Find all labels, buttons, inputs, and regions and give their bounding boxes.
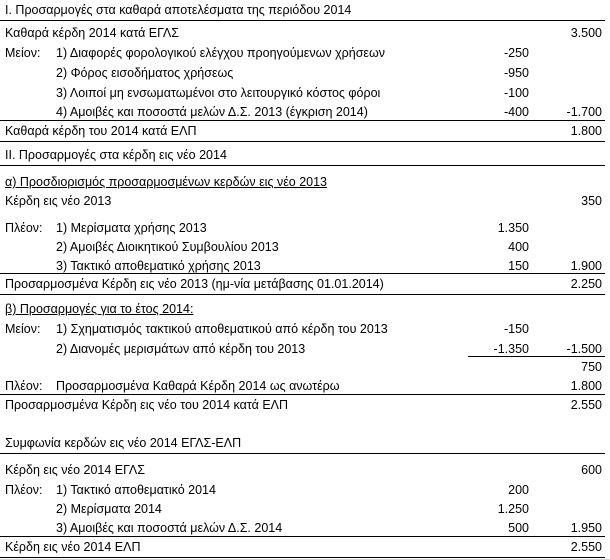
row-label: Καθαρά κέρδη του 2014 κατά ΕΛΠ: [5, 124, 197, 138]
row-label: 4) Αμοιβές και ποσοστά μελών Δ.Σ. 2013 (έγκριση 2014): [56, 105, 368, 119]
divider: [0, 20, 605, 21]
row-value: 200: [508, 483, 529, 497]
table-row: [0, 83, 610, 103]
row-label: Προσαρμοσμένα Καθαρά Κέρδη 2014 ως ανωτέρω: [56, 379, 340, 393]
row-prefix: Πλέον:: [5, 483, 43, 497]
table-row: [0, 23, 610, 43]
row-label: 3) Τακτικό αποθεματικό χρήσης 2013: [56, 259, 261, 273]
row-label: 1) Τακτικό αποθεματικό 2014: [56, 483, 216, 497]
subsection-title: α) Προσδιορισμός προσαρμοσμένων κερδών εις νέο 2013: [5, 175, 327, 189]
section-3-title: Συμφωνία κερδών εις νέο 2014 ΕΓΛΣ-ΕΛΠ: [5, 436, 242, 450]
table-row: [0, 499, 610, 519]
row-label: 1) Διαφορές φορολογικού ελέγχου προηγούμενων χρήσεων: [56, 46, 386, 60]
row-value: -100: [503, 86, 529, 100]
table-row: [0, 518, 610, 538]
total-row: [0, 395, 610, 415]
row-label: 1) Μερίσματα χρήσης 2013: [56, 221, 207, 235]
row-label: 3) Λοιποί μη ενσωματωμένοι στο λειτουργικό κόστος φόροι: [56, 86, 381, 100]
table-row: [0, 191, 610, 211]
divider: [0, 165, 605, 166]
table-row: [0, 460, 610, 480]
table-row: [0, 63, 610, 83]
row-value: -950: [503, 66, 529, 80]
total-row: [0, 274, 610, 294]
row-value: 1.900: [570, 259, 602, 273]
table-row: [0, 319, 610, 339]
divider: [0, 294, 605, 295]
table-row: [0, 237, 610, 257]
subtotal-row: [0, 357, 610, 377]
row-value: -1.700: [566, 105, 602, 119]
row-value: 3.500: [570, 26, 602, 40]
row-prefix: Πλέον:: [5, 379, 43, 393]
section-1-header: [0, 0, 610, 20]
section-3-header: [0, 433, 610, 453]
section-2-title: II. Προσαρμογές στα κέρδη εις νέο 2014: [5, 148, 227, 162]
table-row: [0, 102, 610, 122]
row-prefix: Πλέον:: [5, 221, 43, 235]
row-value: 1.350: [497, 221, 529, 235]
row-label: 3) Αμοιβές και ποσοστά μελών Δ.Σ. 2014: [56, 521, 283, 535]
row-label: 2) Διανομές μερισμάτων από κέρδη του 2013: [56, 342, 306, 356]
row-value: 2.550: [570, 398, 602, 412]
row-value: 600: [581, 463, 602, 477]
row-value: 2.550: [570, 540, 602, 554]
row-label: 2) Φόρος εισοδήματος χρήσεως: [56, 66, 234, 80]
row-value: -1.500: [566, 342, 602, 356]
table-row: [0, 376, 610, 396]
divider: [0, 141, 605, 142]
row-value: -250: [503, 46, 529, 60]
row-label: Καθαρά κέρδη 2014 κατά ΕΓΛΣ: [5, 26, 179, 40]
section-1-title: I. Προσαρμογές στα καθαρά αποτελέσματα της περιόδου 2014: [5, 3, 352, 17]
row-value: -150: [503, 322, 529, 336]
row-value: 1.950: [570, 521, 602, 535]
table-row: [0, 480, 610, 500]
subsection-b-header: [0, 299, 610, 319]
table-row: [0, 43, 610, 63]
row-value: 1.800: [570, 379, 602, 393]
row-value: 2.250: [570, 277, 602, 291]
row-value: 150: [508, 259, 529, 273]
divider: [0, 557, 605, 558]
row-value: 350: [581, 194, 602, 208]
subsection-a-header: [0, 172, 610, 192]
row-value: -400: [503, 105, 529, 119]
row-label: Κέρδη εις νέο 2014 ΕΛΠ: [5, 540, 141, 554]
row-value: 750: [581, 360, 602, 374]
row-value: 400: [508, 240, 529, 254]
subsection-title: β) Προσαρμογές για το έτος 2014:: [5, 302, 194, 316]
row-value: 1.800: [570, 124, 602, 138]
total-row: [0, 121, 610, 141]
row-label: Κέρδη εις νέο 2013: [5, 194, 112, 208]
table-row: [0, 218, 610, 238]
row-value: 500: [508, 521, 529, 535]
row-prefix: Μείον:: [5, 46, 41, 60]
divider: [0, 453, 605, 454]
row-label: Κέρδη εις νέο 2014 ΕΓΛΣ: [5, 463, 145, 477]
row-label: 1) Σχηματισμός τακτικού αποθεματικού από κέρδη του 2013: [56, 322, 388, 336]
row-label: 2) Αμοιβές Διοικητικού Συμβουλίου 2013: [56, 240, 279, 254]
row-value: 1.250: [497, 502, 529, 516]
row-label: Προσαρμοσμένα Κέρδη εις νέο του 2014 κατά ΕΛΠ: [5, 398, 289, 412]
row-prefix: Μείον:: [5, 322, 41, 336]
row-label: Προσαρμοσμένα Κέρδη εις νέο 2013 (ημ-νία μετάβασης 01.01.2014): [5, 277, 384, 291]
row-label: 2) Μερίσματα 2014: [56, 502, 162, 516]
total-row: [0, 537, 610, 557]
section-2-header: [0, 145, 610, 165]
row-value: -1.350: [493, 342, 529, 356]
